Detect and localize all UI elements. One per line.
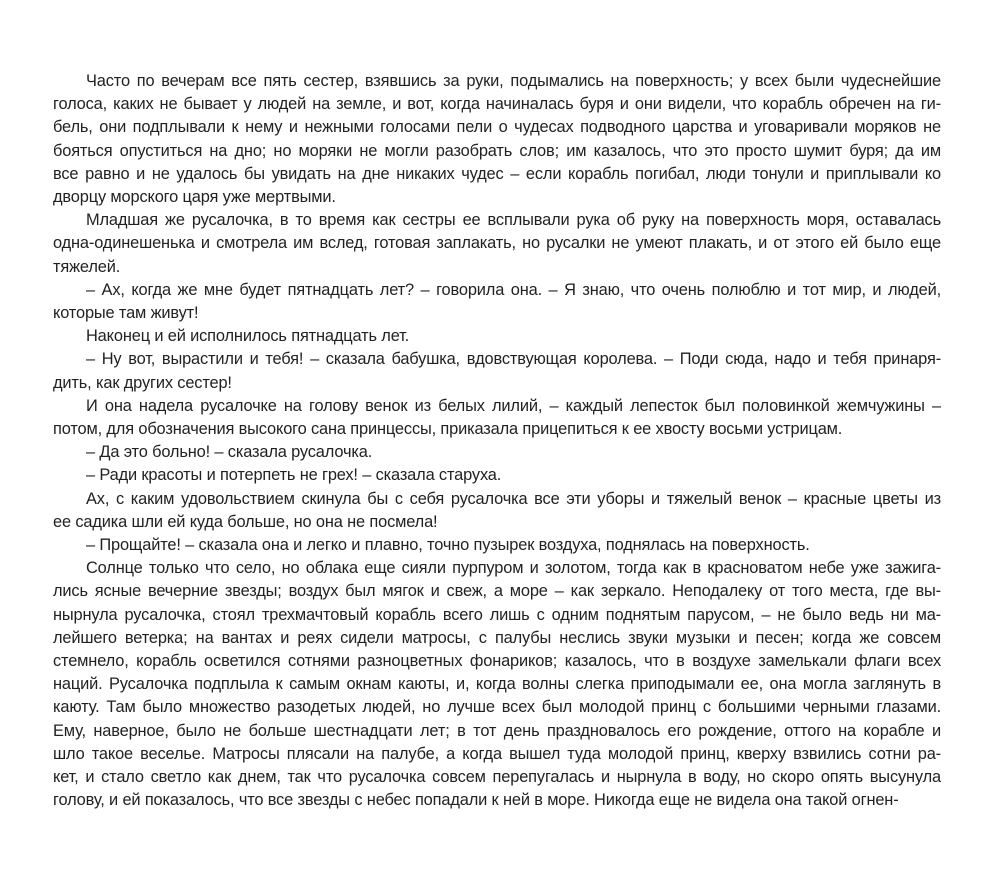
text-line: Часто по вечерам все пять сестер, взявшись за руки, подымались на поверхность; у всех были чудеснейшие: [86, 72, 941, 90]
text-line: – Прощайте! – сказала она и легко и плавно, точно пузырек воздуха, поднялась на поверхность.: [86, 536, 810, 555]
text-line: все равно и не удалось бы увидать на дне никаких чудес – если корабль погибал, люди тонули и приплывали ко: [53, 164, 941, 183]
text-line: голоса, каких не бывает у людей на земле, и вот, когда начиналась буря и они видели, что корабль обречен на ги-: [53, 95, 941, 114]
paragraph: [53, 441, 941, 464]
text-line: кет, и стало светло как днем, так что русалочка совсем перепугалась и нырнула в воду, но скоро опять высунула: [53, 768, 941, 787]
paragraph: [53, 557, 941, 812]
text-line: наций. Русалочка подплыла к самым окнам каюты, и, когда волны слегка приподымали ее, она могла заглянуть в: [53, 675, 941, 694]
text-line: голову, и ей показалось, что все звезды с небес попадали к ней в море. Никогда еще не видела она такой огнен-: [53, 791, 899, 810]
text-line: лейшего ветерка; на вантах и реях сидели матросы, с палубы неслись звуки музыки и песен; когда же совсем: [53, 628, 941, 647]
paragraph: [53, 279, 941, 325]
text-line: – Да это больно! – сказала русалочка.: [86, 443, 373, 462]
text-line: Солнце только что село, но облака еще сияли пурпуром и золотом, тогда как в красноватом небе уже зажига-: [86, 559, 941, 578]
text-line: бояться опуститься на дно; но моряки не могли разобрать слов; им казалось, что это просто шумит буря; да им: [53, 141, 941, 160]
text-line: – Ради красоты и потерпеть не грех! – сказала старуха.: [86, 466, 502, 485]
text-line: стемнело, корабль осветился сотнями разноцветных фонариков; казалось, что в воздухе замелькали флаги всех: [53, 652, 941, 671]
paragraph: [53, 464, 941, 487]
text-line: дить, как других сестер!: [53, 373, 232, 392]
paragraph: [53, 348, 941, 394]
text-line: нырнула русалочка, стоял трехмачтовый корабль всего лишь с одним поднятым парусом, – не было ведь ни ма-: [53, 605, 941, 624]
paragraph: [53, 534, 941, 557]
text-line: каюту. Там было множество разодетых людей, но лучше всех был молодой принц с большими черными глазами.: [53, 698, 941, 717]
document-page: [53, 70, 941, 813]
paragraph: [53, 488, 941, 534]
text-line: Ему, наверное, было не больше шестнадцати лет; в тот день праздновалось его рождение, оттого на корабле и: [53, 721, 941, 740]
text-line: шло такое веселье. Матросы плясали на палубе, а когда вышел туда молодой принц, кверху взвились сотни ра-: [53, 744, 941, 763]
text-line: тяжелей.: [53, 257, 121, 276]
paragraph: [53, 325, 941, 348]
text-line: Младшая же русалочка, в то время как сестры ее всплывали рука об руку на поверхность моря, оставалась: [86, 211, 941, 230]
text-line: дворцу морского царя уже мертвыми.: [53, 188, 336, 207]
paragraph: [53, 395, 941, 441]
paragraph: [53, 70, 941, 209]
text-line: И она надела русалочке на голову венок из белых лилий, – каждый лепесток был половинкой жемчужины –: [86, 396, 941, 415]
text-line: Наконец и ей исполнилось пятнадцать лет.: [86, 327, 410, 346]
paragraph: [53, 209, 941, 279]
text-line: – Ну вот, вырастили и тебя! – сказала бабушка, вдовствующая королева. – Поди сюда, надо и тебя принаря-: [86, 350, 941, 369]
text-line: Ах, с каким удовольствием скинула бы с себя русалочка все эти уборы и тяжелый венок – красные цветы из: [86, 489, 941, 508]
text-line: лись ясные вечерние звезды; воздух был мягок и свеж, а море – как зеркало. Неподалеку от того места, где вы-: [53, 582, 941, 601]
text-line: потом, для обозначения высокого сана принцессы, приказала прицепиться к ее хвосту восьми устрицам.: [53, 420, 843, 439]
text-line: одна-одинешенька и смотрела им вслед, готовая заплакать, но русалки не умеют плакать, и от этого ей было еще: [53, 234, 941, 253]
text-line: которые там живут!: [53, 304, 199, 323]
text-line: ее садика шли ей куда больше, но она не посмела!: [53, 512, 438, 531]
text-line: – Ах, когда же мне будет пятнадцать лет? – говорила она. – Я знаю, что очень полюблю и тот мир, и людей,: [86, 280, 941, 299]
text-line: бель, они подплывали к нему и нежными голосами пели о чудесах подводного царства и уговаривали моряков не: [53, 118, 941, 137]
